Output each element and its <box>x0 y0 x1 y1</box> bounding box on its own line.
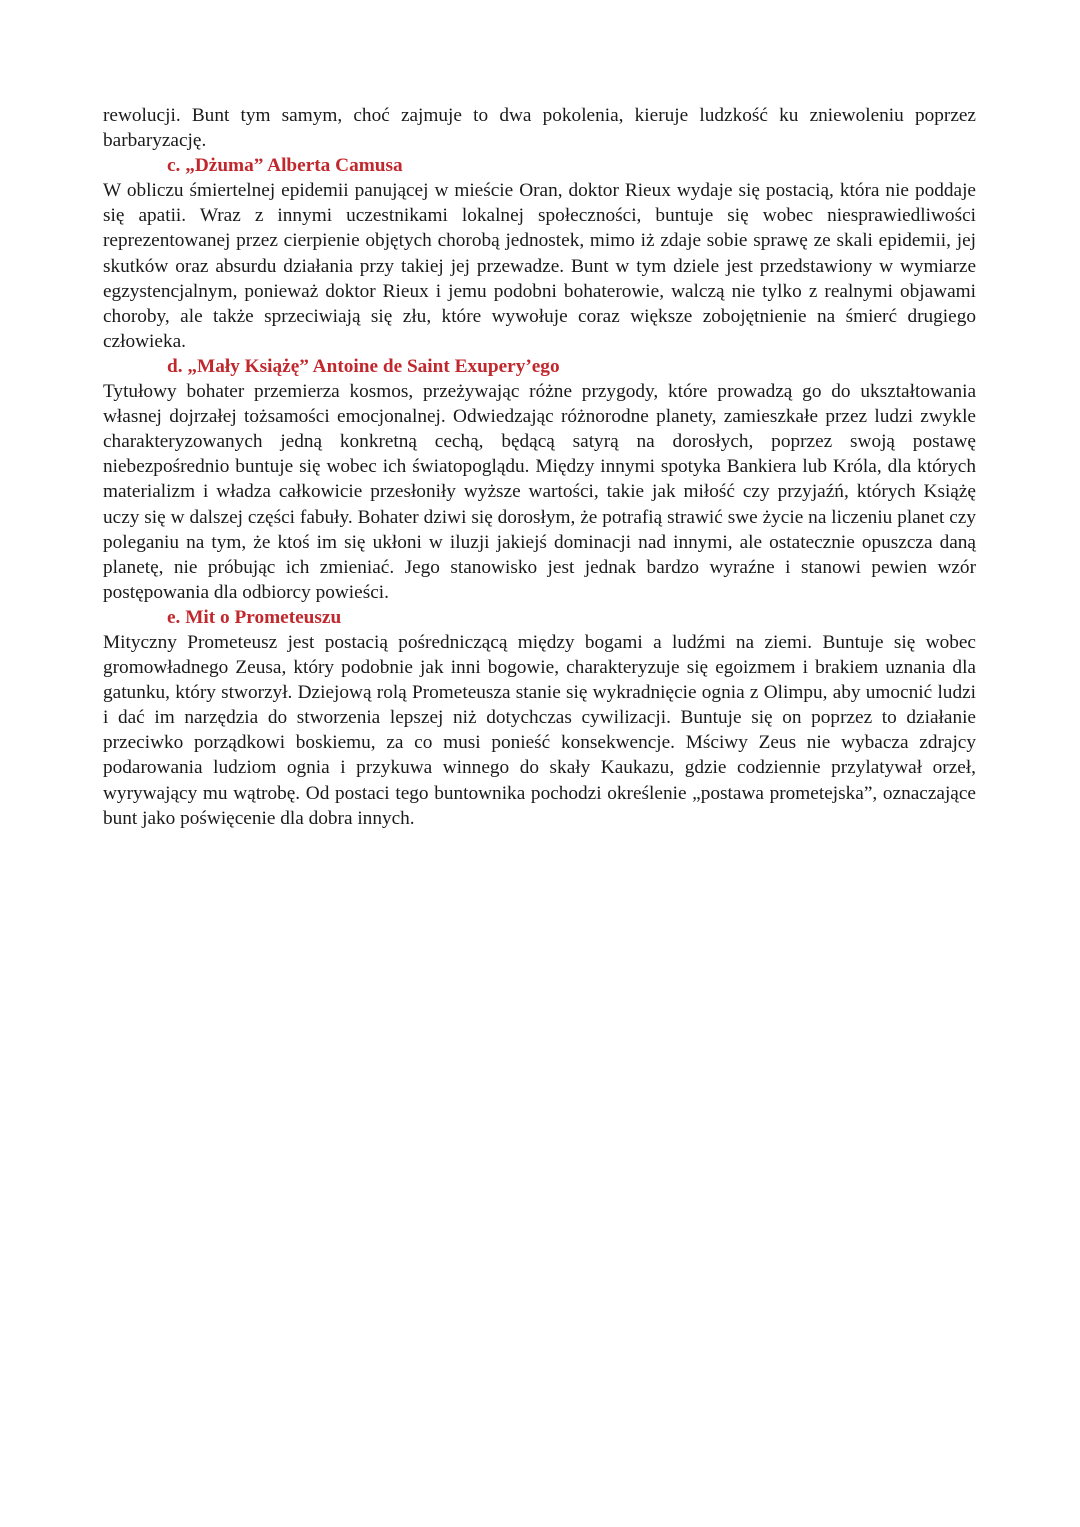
section-body-prometeusz: Mityczny Prometeusz jest postacią pośredniczącą między bogami a ludźmi na ziemi. Buntuje się wobec gromowładnego Zeusa, który podobnie jak inni bogowie, charakteryzuje się egoizmem i brakiem uznania dla gatunku, który stworzył. Dziejową rolą Prometeusza stanie się wykradnięcie ognia z Olimpu, aby umocnić ludzi i dać im narzędzia do stworzenia lepszej niż dotychczas cywilizacji. Buntuje się on poprzez to działanie przeciwko porządkowi boskiemu, za co musi ponieść konsekwencje. Mściwy Zeus nie wybacza zdrajcy podarowania ludziom ognia i przykuwa winnego do skały Kaukazu, gdzie codziennie przylatywał orzeł, wyrywający mu wątrobę. Od postaci tego buntownika pochodzi określenie „postawa prometejska”, oznaczające bunt jako poświęcenie dla dobra innych. <box>103 631 976 829</box>
section-body-dzuma: W obliczu śmiertelnej epidemii panującej w mieście Oran, doktor Rieux wydaje się postacią, która nie poddaje się apatii. Wraz z innymi uczestnikami lokalnej społeczności, buntuje się wobec niesprawiedliwości reprezentowanej przez cierpienie objętych chorobą jednostek, mimo iż zdaje sobie sprawę ze skali epidemii, jej skutków oraz absurdu działania przy takiej jej przewadze. Bunt w tym dziele jest przedstawiony w wymiarze egzystencjalnym, ponieważ doktor Rieux i jemu podobni bohaterowie, walczą nie tylko z realnymi objawami choroby, ale także sprzeciwiają się złu, które wywołuje coraz większe zobojętnienie na śmierć drugiego człowieka. <box>103 180 976 352</box>
document-page <box>103 103 976 831</box>
section-heading-prometeusz: e. Mit o Prometeuszu <box>167 606 342 628</box>
section-heading-maly-ksiaze: d. „Mały Książę” Antoine de Saint Exupery’ego <box>167 355 560 377</box>
section-heading-dzuma: c. „Dżuma” Alberta Camusa <box>167 155 403 177</box>
section-body-maly-ksiaze: Tytułowy bohater przemierza kosmos, przeżywając różne przygody, które prowadzą go do ukształtowania własnej dojrzałej tożsamości emocjonalnej. Odwiedzając różnorodne planety, zamieszkałe przez ludzi zwykle charakteryzowanych jedną konkretną cechą, będącą satyrą na dorosłych, poprzez swoją postawę niebezpośrednio buntuje się wobec ich światopoglądu. Między innymi spotyka Bankiera lub Króla, dla których materializm i władza całkowicie przesłoniły wyższe wartości, takie jak miłość czy przyjaźń, których Książę uczy się w dalszej części fabuły. Bohater dziwi się dorosłym, że potrafią strawić swe życie na liczeniu planet czy poleganiu na tym, że ktoś im się ukłoni w iluzji jakiejś dominacji nad innymi, ale ostatecznie opuszcza daną planetę, nie próbując ich zmieniać. Jego stanowisko jest jednak bardzo wyraźne i stanowi pewien wzór postępowania dla odbiorcy powieści. <box>103 381 976 603</box>
intro-paragraph: rewolucji. Bunt tym samym, choć zajmuje to dwa pokolenia, kieruje ludzkość ku zniewoleniu poprzez barbaryzację. <box>103 105 976 152</box>
